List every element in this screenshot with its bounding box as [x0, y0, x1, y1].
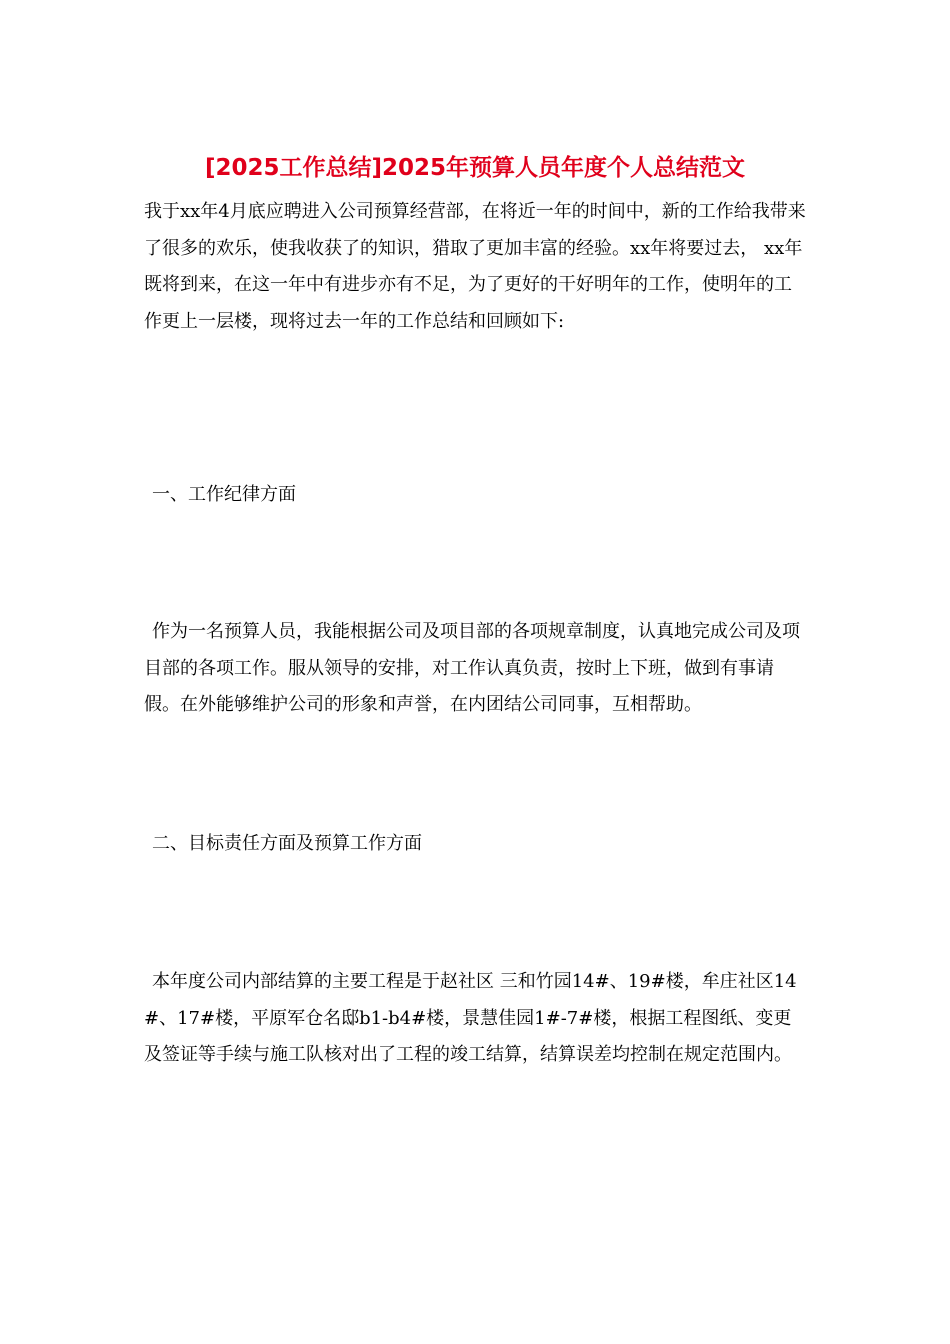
section-heading-budget: 二、目标责任方面及预算工作方面	[152, 833, 422, 854]
section-heading-discipline: 一、工作纪律方面	[152, 484, 296, 505]
document-title: [2025工作总结]2025年预算人员年度个人总结范文	[204, 155, 746, 181]
section-body-discipline: 作为一名预算人员，我能根据公司及项目部的各项规章制度，认真地完成公司及项目部的各项工作。服从领导的安排，对工作认真负责，按时上下班，做到有事请假。在外能够维护公司的形象和声誉，在内团结公司同事，互相帮助。	[144, 621, 800, 715]
intro-paragraph: 我于xx年4月底应聘进入公司预算经营部，在将近一年的时间中，新的工作给我带来了很多的欢乐，使我收获了的知识，猎取了更加丰富的经验。xx年将要过去， xx年既将到来，在这一年中有进步亦有不足，为了更好的干好明年的工作，使明年的工作更上一层楼，现将过去一年的工作总结和回顾如下:	[144, 201, 806, 332]
section-body-budget: 本年度公司内部结算的主要工程是于赵社区 三和竹园14#、19#楼，牟庄社区14#、17#楼，平原军仓名邸b1-b4#楼，景慧佳园1#-7#楼，根据工程图纸、变更及签证等手续与施工队核对出了工程的竣工结算，结算误差均控制在规定范围内。	[144, 971, 797, 1065]
